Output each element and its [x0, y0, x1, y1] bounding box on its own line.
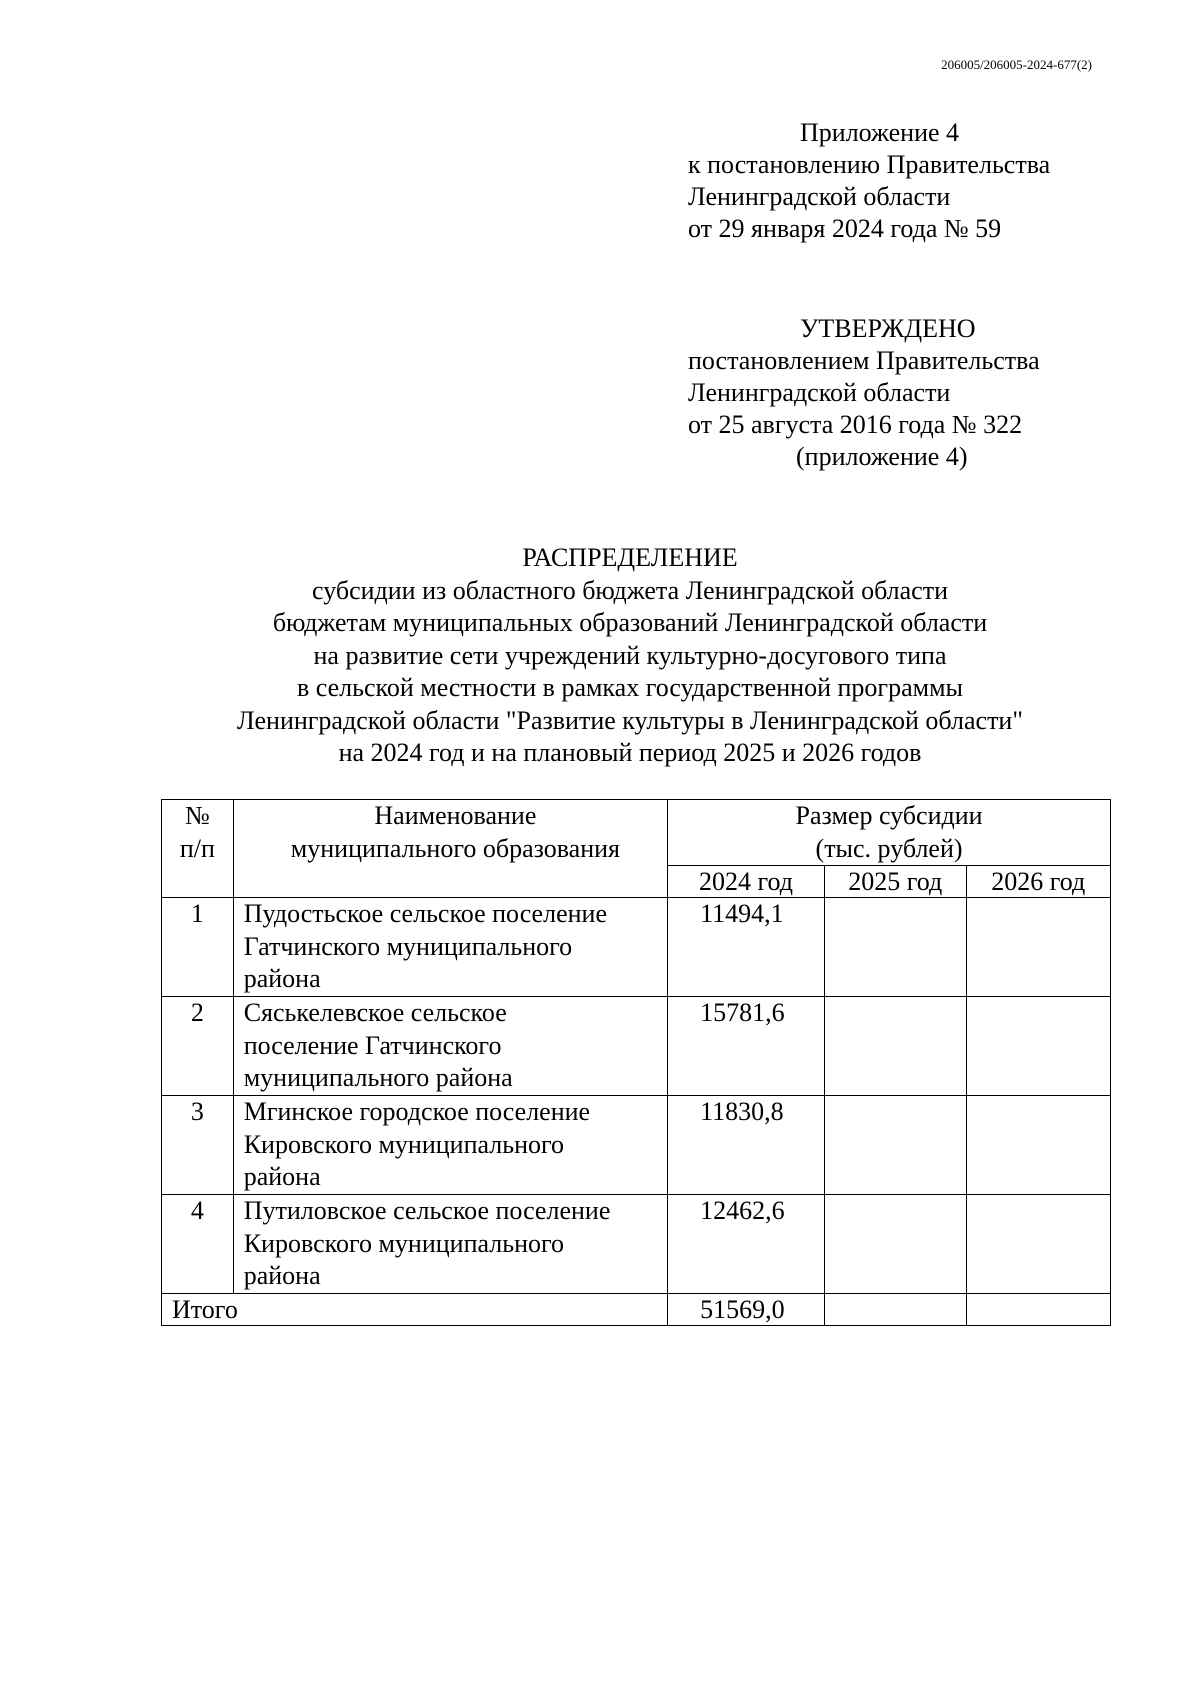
appendix-line-2: к постановлению Правительства — [688, 150, 1051, 179]
row-value-2024: 11494,1 — [668, 898, 825, 997]
total-value-2026 — [966, 1294, 1110, 1326]
row-value-2024: 11830,8 — [668, 1096, 825, 1195]
row-name-line-3: района — [243, 1162, 321, 1191]
row-name — [233, 997, 667, 1096]
approved-line-4: от 25 августа 2016 года № 322 — [688, 410, 1023, 439]
header-year-2024: 2024 год — [668, 866, 825, 898]
header-name — [233, 800, 667, 898]
row-name-line-1: Путиловское сельское поселение — [243, 1196, 611, 1225]
row-num: 2 — [162, 997, 234, 1096]
row-name — [233, 1096, 667, 1195]
header-num — [162, 800, 234, 898]
header-amount-line-1: Размер субсидии — [795, 801, 983, 830]
header-name-line-1: Наименование — [374, 801, 537, 830]
row-name — [233, 898, 667, 997]
row-value-2026 — [966, 997, 1110, 1096]
title-line-4: на развитие сети учреждений культурно-досугового типа — [313, 640, 947, 670]
row-name-line-2: поселение Гатчинского — [243, 1030, 502, 1060]
row-value-2026 — [966, 1195, 1110, 1294]
total-value-2025 — [824, 1294, 966, 1326]
row-value-2024: 12462,6 — [668, 1195, 825, 1294]
row-name-line-1: Сяськелевское сельское — [243, 998, 507, 1027]
row-value-2025 — [824, 1195, 966, 1294]
appendix-line-3: Ленинградской области — [688, 182, 951, 211]
title-line-6: Ленинградской области "Развитие культуры в Ленинградской области" — [237, 705, 1023, 735]
appendix-line-1: Приложение 4 — [800, 118, 960, 147]
approved-line-2: постановлением Правительства — [688, 346, 1040, 375]
row-name-line-3: района — [243, 1261, 321, 1290]
appendix-block — [688, 117, 1050, 245]
approved-line-1: УТВЕРЖДЕНО — [800, 314, 976, 343]
row-value-2025 — [824, 1096, 966, 1195]
header-num-line-2: п/п — [179, 833, 215, 863]
title-line-5: в сельской местности в рамках государственной программы — [296, 673, 964, 702]
table-row — [162, 997, 1111, 1096]
title-line-2: субсидии из областного бюджета Ленинградской области — [312, 575, 948, 605]
row-value-2025 — [824, 997, 966, 1096]
table-row — [162, 1096, 1111, 1195]
header-name-line-2: муниципального образования — [290, 833, 620, 863]
row-name — [233, 1195, 667, 1294]
row-num: 4 — [162, 1195, 234, 1294]
table-header-row — [162, 800, 1111, 866]
row-value-2026 — [966, 1096, 1110, 1195]
row-name-line-2: Гатчинского муниципального — [243, 931, 573, 961]
row-name-line-1: Мгинское городское поселение — [243, 1097, 591, 1126]
header-year-2025: 2025 год — [824, 866, 966, 898]
approved-line-3: Ленинградской области — [688, 378, 951, 407]
row-num: 1 — [162, 898, 234, 997]
total-value-2024: 51569,0 — [668, 1294, 825, 1326]
header-amount — [668, 800, 1111, 866]
document-id: 206005/206005-2024-677(2) — [941, 57, 1092, 72]
row-value-2024: 15781,6 — [668, 997, 825, 1096]
table-row — [162, 898, 1111, 997]
header-num-line-1: № — [184, 801, 210, 830]
document-title — [130, 542, 1130, 770]
row-value-2026 — [966, 898, 1110, 997]
title-line-7: на 2024 год и на плановый период 2025 и 2026 годов — [338, 738, 922, 767]
table-total-row — [162, 1294, 1111, 1326]
title-line-1: РАСПРЕДЕЛЕНИЕ — [522, 543, 738, 572]
header-year-2026: 2026 год — [966, 866, 1110, 898]
header-amount-line-2: (тыс. рублей) — [815, 833, 963, 863]
approved-block — [688, 313, 1040, 473]
row-name-line-3: района — [243, 964, 321, 993]
total-label: Итого — [162, 1294, 668, 1326]
appendix-line-4: от 29 января 2024 года № 59 — [688, 214, 1002, 243]
row-name-line-2: Кировского муниципального — [243, 1129, 565, 1159]
row-name-line-2: Кировского муниципального — [243, 1228, 565, 1258]
subsidy-table — [161, 799, 1111, 1326]
table-row — [162, 1195, 1111, 1294]
row-num: 3 — [162, 1096, 234, 1195]
row-value-2025 — [824, 898, 966, 997]
title-line-3: бюджетам муниципальных образований Ленинградской области — [272, 608, 988, 637]
approved-line-5: (приложение 4) — [796, 442, 968, 471]
row-name-line-1: Пудостьское сельское поселение — [243, 899, 607, 928]
row-name-line-3: муниципального района — [243, 1063, 513, 1092]
